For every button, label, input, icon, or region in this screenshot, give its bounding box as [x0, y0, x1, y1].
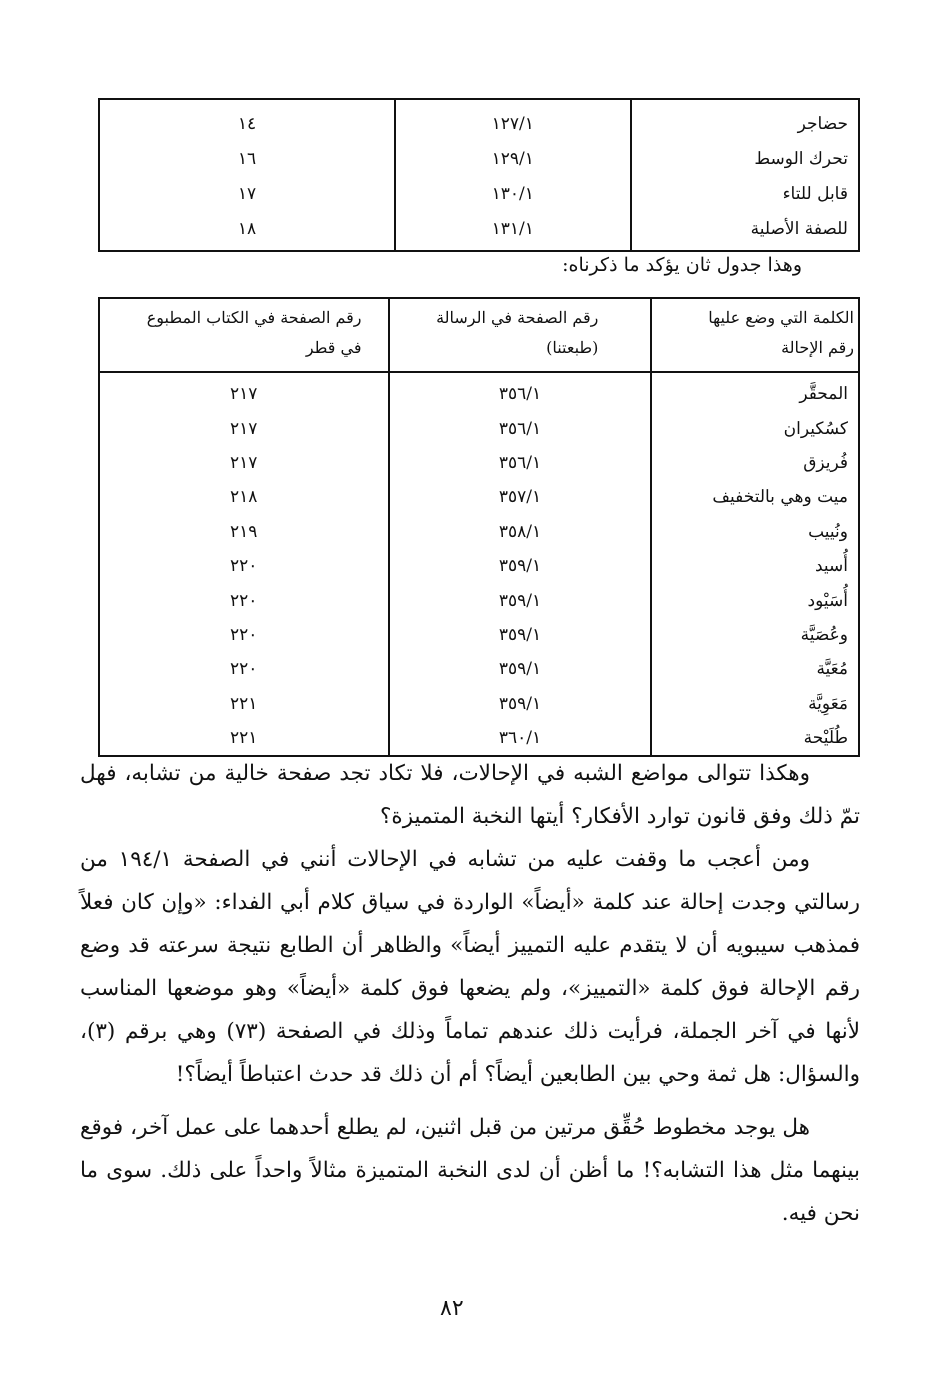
cell-ref: ٣٥٨/١	[389, 515, 652, 549]
table-row	[99, 99, 859, 141]
header-word-line1: الكلمة التي وضع عليها	[708, 308, 854, 327]
cell-book: ٢١٧	[99, 372, 389, 411]
cell-book: ٢١٨	[99, 480, 389, 514]
cell-word: مَعَوِيَّة	[651, 687, 859, 721]
table-second	[98, 297, 860, 757]
cell-ref: ٣٥٦/١	[389, 372, 652, 411]
paragraph-1: وهكذا تتوالى مواضع الشبه في الإحالات، فلا تكاد تجد صفحة خالية من تشابه، فهل تمّ ذلك وفق قانون توارد الأفكار؟ أيتها النخبة المتميزة؟	[80, 761, 860, 829]
cell-ref: ٣٥٩/١	[389, 583, 652, 617]
table-row	[99, 372, 859, 411]
cell-word: حضاجر	[631, 99, 859, 141]
cell-ref: ٣٥٧/١	[389, 480, 652, 514]
cell-word: تحرك الوسط	[631, 141, 859, 176]
cell-book: ٢٢١	[99, 721, 389, 756]
cell-ref: ١٢٩/١	[395, 141, 631, 176]
cell-ref: ٣٥٩/١	[389, 687, 652, 721]
cell-word: وعُصَيَّة	[651, 618, 859, 652]
cell-word: المحقَّر	[651, 372, 859, 411]
table-row	[99, 583, 859, 617]
table-header-row	[99, 298, 859, 372]
header-book-line2: في قطر	[305, 338, 362, 357]
table-row	[99, 721, 859, 756]
cell-book: ٢١٧	[99, 446, 389, 480]
table-row	[99, 211, 859, 251]
cell-book: ٢٢٠	[99, 549, 389, 583]
cell-word: قابل للتاء	[631, 176, 859, 211]
paragraph-2: ومن أعجب ما وقفت عليه من تشابه في الإحالات أنني في الصفحة ١٩٤/١ من رسالتي وجدت إحالة عند كلمة «أيضاً» الواردة في سياق كلام أبي الفداء: «وإن كان فعلاً فمذهب سيبويه أن لا يتقدم عليه التمييز أيضاً» والظاهر أن الطابع نتيجة سرعته قد وضع رقم الإحالة فوق كلمة «التمييز»، ولم يضعها فوق كلمة «أيضاً» وهو موضعها المناسب لأنها في آخر الجملة، فرأيت ذلك عندهم تماماً وذلك في الصفحة (٧٣) وهي برقم (٣)، والسؤال: هل ثمة وحي بين الطابعين أيضاً؟ أم أن ذلك قد حدث اعتباطاً أيضاً؟!	[80, 847, 860, 1087]
cell-book: ١٧	[99, 176, 395, 211]
header-word-line2: رقم الإحالة	[781, 338, 854, 357]
cell-word: مُعَيَّة	[651, 652, 859, 686]
cell-ref: ٣٥٩/١	[389, 549, 652, 583]
table-intro-text: وهذا جدول ثان يؤكد ما ذكرناه:	[562, 254, 802, 276]
cell-word: ونُييب	[651, 515, 859, 549]
header-book	[99, 298, 389, 372]
cell-ref: ٣٥٩/١	[389, 618, 652, 652]
cell-ref: ٣٥٩/١	[389, 652, 652, 686]
table-row	[99, 687, 859, 721]
cell-ref: ٣٥٦/١	[389, 446, 652, 480]
page-number: ٨٢	[440, 1296, 464, 1321]
cell-word: للصفة الأصلية	[631, 211, 859, 251]
table-row	[99, 652, 859, 686]
cell-book: ١٤	[99, 99, 395, 141]
header-book-line1: رقم الصفحة في الكتاب المطبوع	[146, 308, 362, 327]
table-first	[98, 98, 860, 252]
cell-word: فُريزق	[651, 446, 859, 480]
header-word	[651, 298, 859, 372]
paragraph-3: هل يوجد مخطوط حُقِّق مرتين من قبل اثنين، لم يطلع أحدهما على عمل آخر، فوقع بينهما مثل هذا التشابه؟! ما أظن أن لدى النخبة المتميزة مثالاً واحداً على ذلك. سوى ما نحن فيه.	[80, 1115, 860, 1226]
cell-word: كسُكيران	[651, 411, 859, 445]
header-ref-line2: (طبعتنا)	[546, 338, 599, 357]
table-row	[99, 618, 859, 652]
cell-book: ٢١٩	[99, 515, 389, 549]
cell-book: ١٦	[99, 141, 395, 176]
table-row	[99, 515, 859, 549]
cell-ref: ٣٦٠/١	[389, 721, 652, 756]
cell-ref: ١٣٠/١	[395, 176, 631, 211]
cell-ref: ١٢٧/١	[395, 99, 631, 141]
cell-word: أُسيد	[651, 549, 859, 583]
table-row	[99, 549, 859, 583]
cell-word: أُسَيْود	[651, 583, 859, 617]
cell-word: طُلَيْحة	[651, 721, 859, 756]
body-text	[80, 752, 860, 1235]
header-ref-line1: رقم الصفحة في الرسالة	[436, 308, 599, 327]
header-ref	[389, 298, 652, 372]
cell-ref: ١٣١/١	[395, 211, 631, 251]
cell-word: ميت وهي بالتخفيف	[651, 480, 859, 514]
cell-book: ١٨	[99, 211, 395, 251]
table-row	[99, 141, 859, 176]
cell-book: ٢٢٠	[99, 618, 389, 652]
table-row	[99, 446, 859, 480]
cell-book: ٢٢٠	[99, 583, 389, 617]
cell-ref: ٣٥٦/١	[389, 411, 652, 445]
table-row	[99, 411, 859, 445]
cell-book: ٢١٧	[99, 411, 389, 445]
cell-book: ٢٢١	[99, 687, 389, 721]
cell-book: ٢٢٠	[99, 652, 389, 686]
table-row	[99, 480, 859, 514]
table-row	[99, 176, 859, 211]
